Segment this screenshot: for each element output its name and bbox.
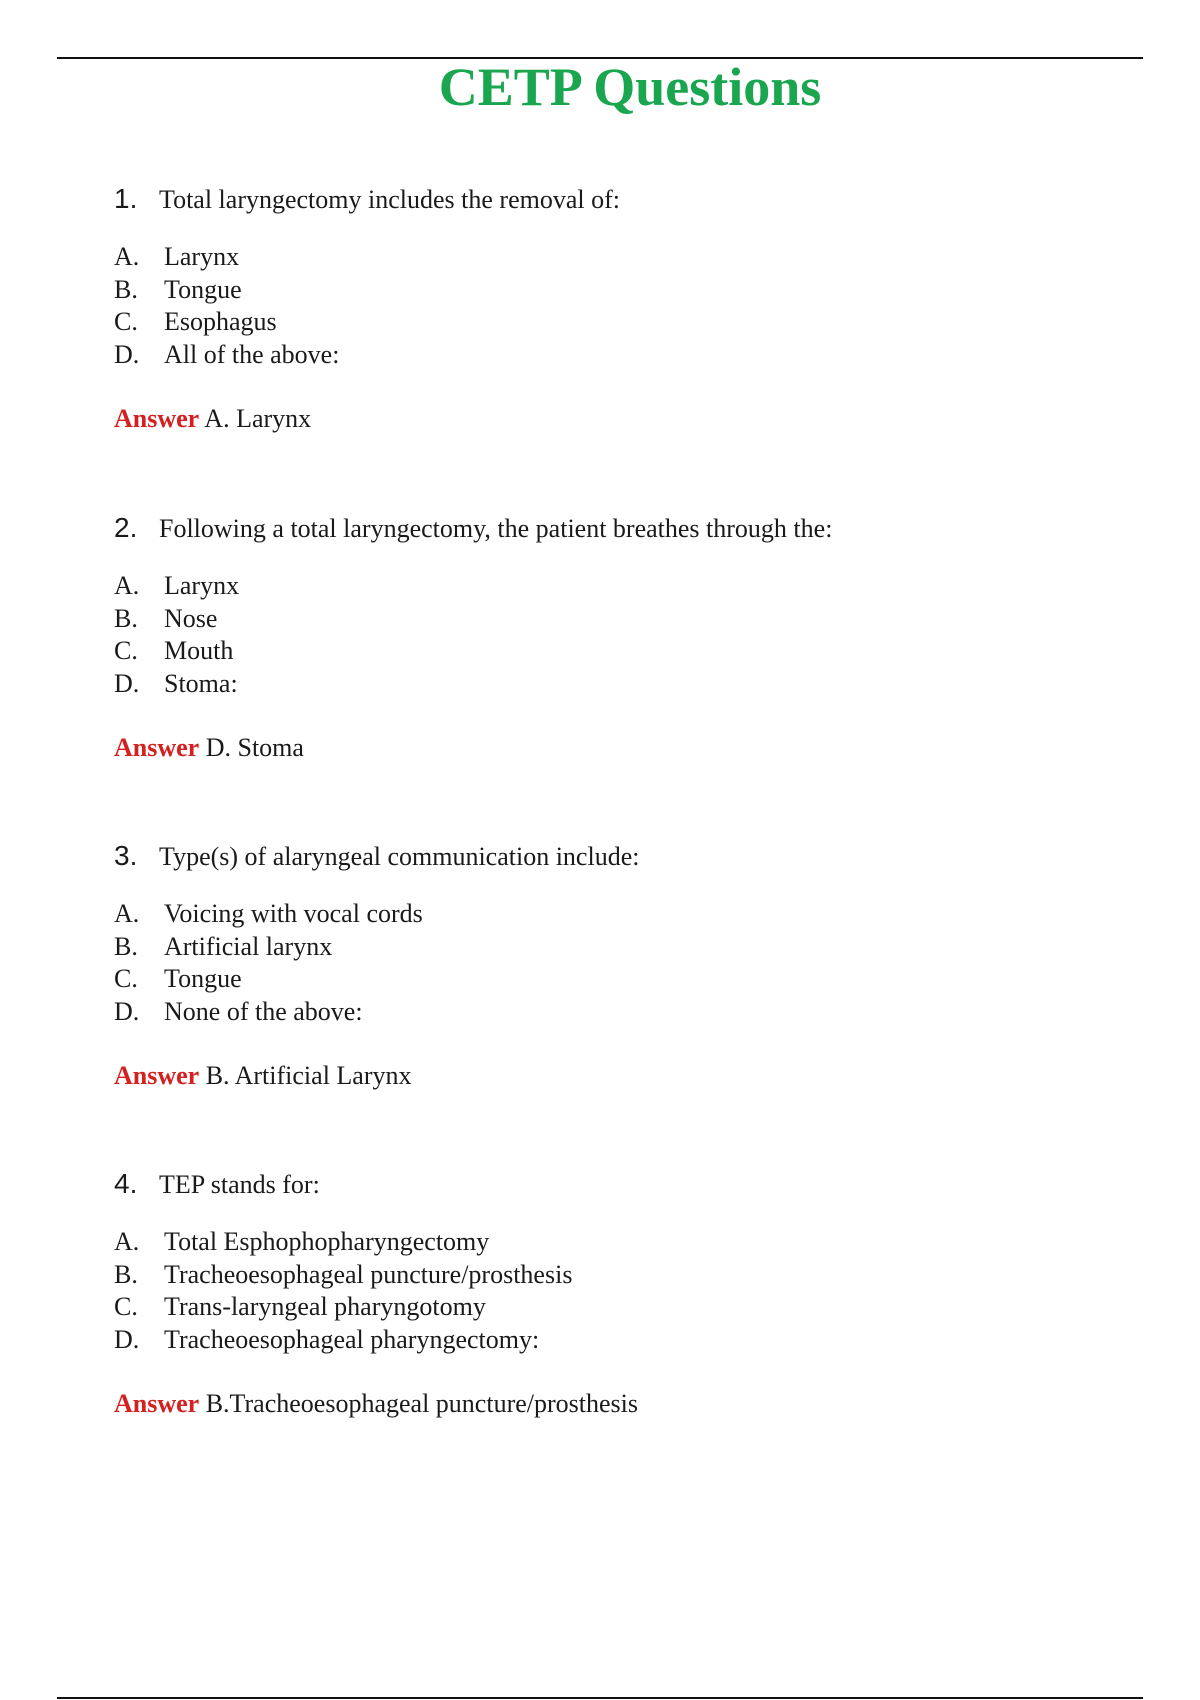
- option-letter: A.: [114, 1227, 140, 1256]
- option-text: Mouth: [164, 636, 234, 665]
- option-letter: D.: [114, 668, 140, 698]
- answer-line: [114, 732, 1114, 764]
- question-2: [114, 512, 1114, 764]
- option-letter: B.: [114, 603, 138, 633]
- answer-label: Answer: [114, 733, 200, 762]
- option-letter: D.: [114, 1324, 140, 1354]
- question-text: TEP stands for:: [159, 1170, 320, 1199]
- option-c: [114, 1291, 1114, 1324]
- option-text: Trans-laryngeal pharyngotomy: [164, 1292, 486, 1321]
- option-a: [114, 898, 1114, 931]
- option-letter: A.: [114, 571, 140, 600]
- option-text: Tongue: [164, 964, 242, 993]
- option-a: [114, 570, 1114, 603]
- option-text: Artificial larynx: [164, 931, 333, 961]
- question-stem: [114, 840, 1114, 880]
- option-letter: A.: [114, 242, 140, 271]
- question-number: 1.: [114, 183, 138, 214]
- option-text: Nose: [164, 603, 218, 633]
- option-text: Larynx: [164, 571, 240, 600]
- question-text: Total laryngectomy includes the removal of:: [159, 185, 620, 214]
- option-b: [114, 931, 1114, 964]
- option-list: [114, 898, 1114, 1028]
- option-text: Total Esphophopharyngectomy: [164, 1227, 490, 1256]
- option-text: Larynx: [164, 242, 240, 271]
- question-text: Following a total laryngectomy, the patient breathes through the:: [159, 514, 833, 543]
- answer-line: [114, 1060, 1114, 1092]
- option-text: Stoma:: [164, 668, 238, 698]
- question-stem: [114, 1168, 1114, 1208]
- option-letter: D.: [114, 996, 140, 1026]
- question-stem: [114, 183, 1114, 223]
- answer-text: A. Larynx: [204, 404, 312, 433]
- option-letter: B.: [114, 931, 138, 961]
- option-letter: C.: [114, 1292, 138, 1321]
- question-1: [114, 183, 1114, 435]
- option-b: [114, 1259, 1114, 1292]
- option-list: [114, 241, 1114, 371]
- option-d: [114, 339, 1114, 372]
- option-letter: B.: [114, 274, 138, 304]
- option-letter: D.: [114, 339, 140, 369]
- question-3: [114, 840, 1114, 1092]
- question-4: [114, 1168, 1114, 1420]
- question-number: 4.: [114, 1168, 138, 1199]
- option-d: [114, 996, 1114, 1029]
- option-list: [114, 570, 1114, 700]
- option-text: None of the above:: [164, 996, 363, 1026]
- answer-label: Answer: [114, 1061, 200, 1090]
- question-stem: [114, 512, 1114, 552]
- answer-line: [114, 403, 1114, 435]
- option-text: All of the above:: [164, 339, 340, 369]
- answer-text: B.Tracheoesophageal puncture/prosthesis: [205, 1389, 638, 1418]
- option-text: Tracheoesophageal pharyngectomy:: [164, 1324, 540, 1354]
- option-text: Esophagus: [164, 307, 277, 336]
- option-text: Tracheoesophageal puncture/prosthesis: [164, 1259, 573, 1289]
- option-b: [114, 603, 1114, 636]
- option-letter: C.: [114, 964, 138, 993]
- option-a: [114, 241, 1114, 274]
- option-b: [114, 274, 1114, 307]
- option-d: [114, 668, 1114, 701]
- page-title: CETP Questions: [438, 57, 822, 117]
- option-text: Voicing with vocal cords: [164, 899, 423, 928]
- answer-label: Answer: [114, 404, 200, 433]
- option-c: [114, 306, 1114, 339]
- question-number: 2.: [114, 512, 138, 543]
- answer-line: [114, 1388, 1114, 1420]
- option-text: Tongue: [164, 274, 242, 304]
- option-letter: A.: [114, 899, 140, 928]
- option-letter: C.: [114, 636, 138, 665]
- answer-text: D. Stoma: [205, 733, 304, 762]
- answer-label: Answer: [114, 1389, 200, 1418]
- option-c: [114, 963, 1114, 996]
- option-letter: C.: [114, 307, 138, 336]
- option-a: [114, 1226, 1114, 1259]
- option-c: [114, 635, 1114, 668]
- answer-text: B. Artificial Larynx: [205, 1061, 412, 1090]
- option-list: [114, 1226, 1114, 1356]
- question-number: 3.: [114, 840, 138, 871]
- bottom-rule: [57, 1697, 1143, 1699]
- option-letter: B.: [114, 1259, 138, 1289]
- question-text: Type(s) of alaryngeal communication include:: [159, 842, 640, 871]
- option-d: [114, 1324, 1114, 1357]
